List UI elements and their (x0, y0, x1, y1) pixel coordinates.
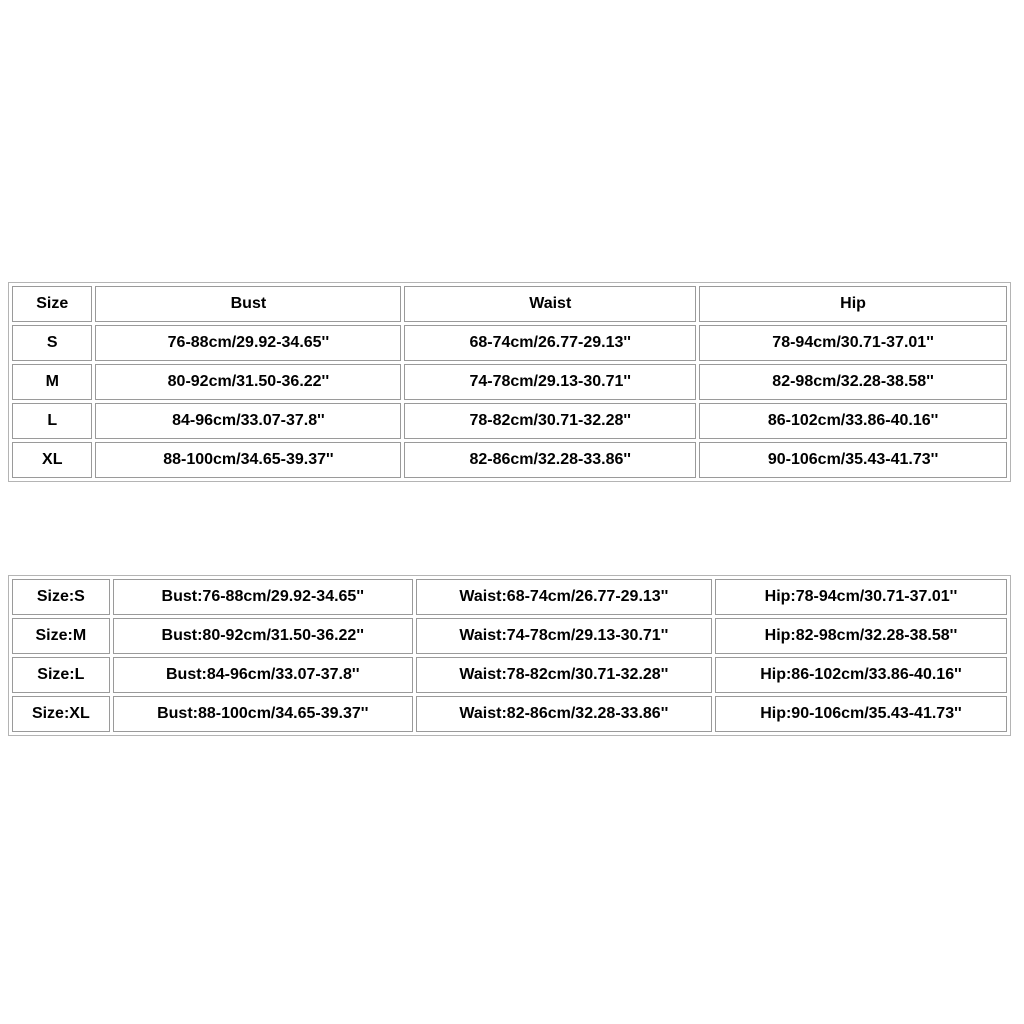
hip-cell: 78-94cm/30.71-37.01'' (699, 325, 1007, 361)
table-row (12, 442, 1007, 478)
size-cell: Size:L (12, 657, 110, 693)
bust-cell: 88-100cm/34.65-39.37'' (95, 442, 401, 478)
size-cell: Size:M (12, 618, 110, 654)
size-cell: S (12, 325, 92, 361)
hip-cell: Hip:82-98cm/32.28-38.58'' (715, 618, 1007, 654)
bust-cell: Bust:88-100cm/34.65-39.37'' (113, 696, 413, 732)
waist-cell: 82-86cm/32.28-33.86'' (404, 442, 696, 478)
waist-cell: Waist:74-78cm/29.13-30.71'' (416, 618, 712, 654)
bust-cell: Bust:76-88cm/29.92-34.65'' (113, 579, 413, 615)
size-cell: Size:S (12, 579, 110, 615)
size-cell: XL (12, 442, 92, 478)
table-row (12, 364, 1007, 400)
size-chart-table (8, 282, 1011, 482)
hip-cell: Hip:90-106cm/35.43-41.73'' (715, 696, 1007, 732)
waist-cell: Waist:78-82cm/30.71-32.28'' (416, 657, 712, 693)
bust-cell: 80-92cm/31.50-36.22'' (95, 364, 401, 400)
waist-cell: Waist:82-86cm/32.28-33.86'' (416, 696, 712, 732)
hip-cell: 86-102cm/33.86-40.16'' (699, 403, 1007, 439)
waist-cell: 78-82cm/30.71-32.28'' (404, 403, 696, 439)
table-header-row (12, 286, 1007, 322)
header-cell-waist: Waist (404, 286, 696, 322)
header-cell-size: Size (12, 286, 92, 322)
bust-cell: 76-88cm/29.92-34.65'' (95, 325, 401, 361)
bust-cell: Bust:84-96cm/33.07-37.8'' (113, 657, 413, 693)
hip-cell: 90-106cm/35.43-41.73'' (699, 442, 1007, 478)
hip-cell: 82-98cm/32.28-38.58'' (699, 364, 1007, 400)
table-row (12, 618, 1007, 654)
size-cell: L (12, 403, 92, 439)
table-row (12, 325, 1007, 361)
waist-cell: Waist:68-74cm/26.77-29.13'' (416, 579, 712, 615)
waist-cell: 74-78cm/29.13-30.71'' (404, 364, 696, 400)
table-row (12, 579, 1007, 615)
header-cell-hip: Hip (699, 286, 1007, 322)
bust-cell: 84-96cm/33.07-37.8'' (95, 403, 401, 439)
table-row (12, 403, 1007, 439)
waist-cell: 68-74cm/26.77-29.13'' (404, 325, 696, 361)
hip-cell: Hip:86-102cm/33.86-40.16'' (715, 657, 1007, 693)
size-label-table (8, 575, 1011, 736)
bust-cell: Bust:80-92cm/31.50-36.22'' (113, 618, 413, 654)
hip-cell: Hip:78-94cm/30.71-37.01'' (715, 579, 1007, 615)
size-cell: Size:XL (12, 696, 110, 732)
size-cell: M (12, 364, 92, 400)
header-cell-bust: Bust (95, 286, 401, 322)
table-row (12, 696, 1007, 732)
table-row (12, 657, 1007, 693)
